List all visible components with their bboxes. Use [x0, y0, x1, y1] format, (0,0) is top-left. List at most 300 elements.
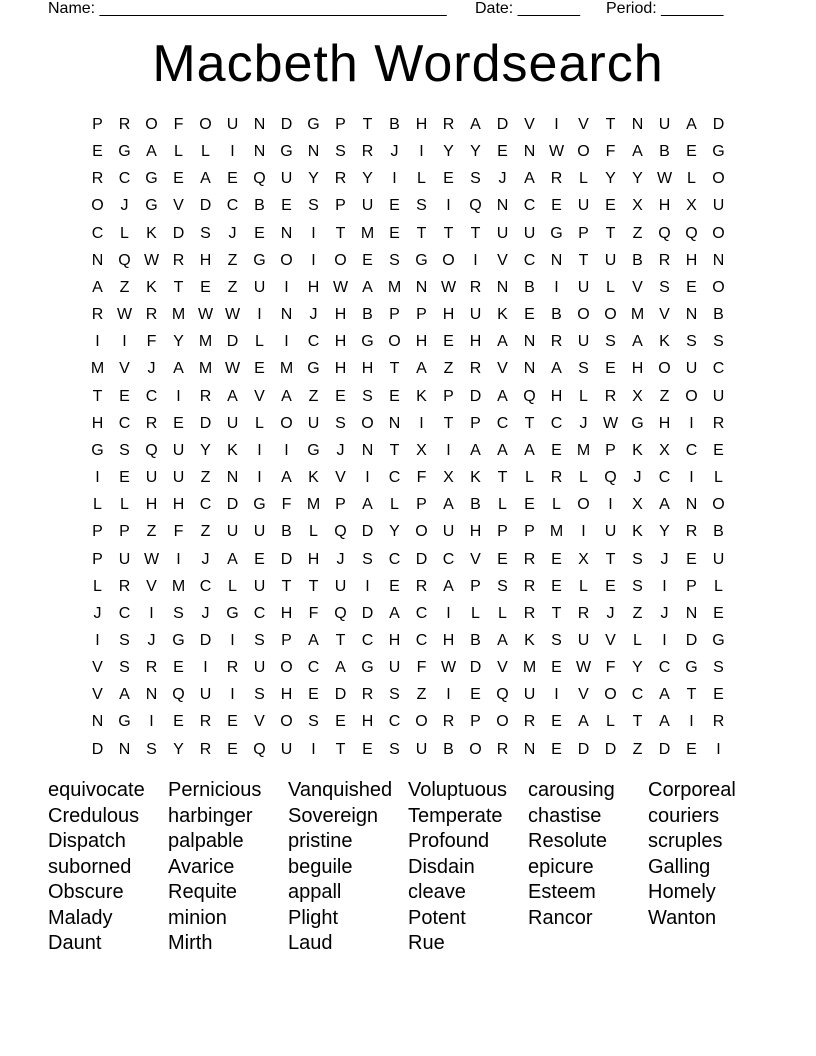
grid-letter: E	[389, 387, 400, 405]
grid-letter: K	[524, 631, 535, 649]
grid-letter: N	[145, 686, 158, 704]
grid-letter: C	[658, 469, 671, 487]
grid-letter: N	[685, 306, 698, 324]
grid-letter: B	[713, 523, 724, 541]
grid-letter: P	[92, 523, 103, 541]
grid-letter: R	[496, 740, 509, 758]
grid-letter: V	[497, 251, 508, 269]
grid-letter: D	[199, 197, 212, 215]
grid-letter: S	[605, 333, 616, 351]
grid-letter: A	[443, 496, 454, 514]
grid-letter: M	[171, 306, 186, 324]
grid-letter: C	[388, 550, 401, 568]
grid-letter: R	[91, 306, 104, 324]
grid-letter: I	[662, 631, 667, 649]
grid-letter: D	[496, 116, 509, 133]
word-bank-item: Temperate	[408, 804, 503, 827]
grid-letter: Q	[496, 686, 509, 704]
grid-letter: O	[604, 686, 617, 704]
grid-letter: B	[524, 278, 535, 296]
grid-letter: C	[388, 469, 401, 487]
grid-letter: D	[469, 659, 482, 677]
grid-letter: Z	[443, 360, 454, 378]
grid-letter: L	[498, 604, 507, 622]
grid-letter: B	[362, 306, 373, 324]
letter-grid	[84, 111, 732, 763]
grid-letter: E	[605, 360, 616, 378]
grid-letter: P	[335, 496, 346, 514]
grid-letter: C	[361, 631, 374, 649]
name-field[interactable]: Name: _______________________________________	[48, 0, 447, 17]
word-bank-item: palpable	[168, 830, 244, 852]
grid-letter: C	[199, 577, 212, 595]
grid-letter: R	[442, 713, 455, 731]
grid-letter: L	[633, 631, 642, 649]
grid-letter: C	[712, 360, 725, 378]
grid-letter: R	[469, 360, 482, 378]
grid-letter: L	[714, 469, 723, 487]
word-bank-item: Pernicious	[168, 779, 262, 801]
grid-letter: E	[227, 740, 238, 758]
grid-letter: E	[254, 224, 265, 242]
grid-letter: I	[662, 577, 667, 595]
grid-letter: T	[686, 686, 697, 704]
grid-letter: U	[172, 441, 185, 459]
grid-letter: C	[226, 197, 239, 215]
grid-letter: O	[658, 360, 671, 378]
word-bank-item: epicure	[528, 855, 594, 878]
word-bank-item: Daunt	[48, 932, 102, 954]
grid-letter: U	[469, 306, 482, 324]
grid-letter: F	[281, 496, 292, 514]
grid-letter: U	[307, 414, 320, 432]
word-bank-item: Avarice	[168, 855, 235, 878]
grid-letter: A	[470, 441, 481, 459]
grid-letter: I	[311, 251, 316, 269]
grid-letter: U	[712, 387, 725, 405]
grid-letter: N	[118, 740, 131, 758]
grid-letter: K	[416, 387, 427, 405]
grid-letter: I	[689, 469, 694, 487]
grid-letter: T	[605, 224, 616, 242]
word-bank-item: beguile	[288, 855, 353, 878]
grid-letter: A	[497, 333, 508, 351]
grid-letter: M	[198, 333, 213, 351]
grid-letter: S	[119, 659, 130, 677]
grid-letter: W	[224, 306, 241, 324]
grid-letter: H	[658, 197, 671, 215]
grid-letter: T	[551, 604, 562, 622]
grid-letter: P	[335, 197, 346, 215]
grid-letter: Q	[658, 224, 671, 242]
grid-letter: Q	[334, 604, 347, 622]
grid-letter: V	[92, 686, 103, 704]
grid-letter: K	[146, 224, 157, 242]
grid-letter: G	[253, 251, 266, 269]
grid-letter: E	[254, 550, 265, 568]
grid-letter: I	[95, 333, 100, 351]
grid-letter: W	[602, 414, 619, 432]
grid-letter: U	[712, 550, 725, 568]
grid-letter: L	[579, 170, 588, 188]
grid-letter: S	[659, 278, 670, 296]
grid-letter: L	[606, 278, 615, 296]
grid-letter: R	[226, 659, 239, 677]
grid-letter: U	[388, 659, 401, 677]
grid-letter: I	[230, 631, 235, 649]
word-bank-item: Plight	[288, 906, 339, 929]
grid-letter: U	[280, 740, 293, 758]
grid-letter: A	[281, 387, 292, 405]
grid-letter: C	[496, 414, 509, 432]
grid-letter: U	[253, 278, 266, 296]
grid-letter: E	[551, 659, 562, 677]
grid-letter: C	[442, 550, 455, 568]
word-bank-item: Rancor	[528, 906, 593, 929]
grid-letter: W	[143, 251, 160, 269]
grid-letter: S	[200, 224, 211, 242]
grid-letter: H	[334, 306, 347, 324]
word-bank-item: Profound	[408, 830, 490, 852]
grid-letter: A	[632, 143, 643, 161]
grid-letter: G	[361, 659, 374, 677]
grid-letter: D	[280, 550, 293, 568]
grid-letter: I	[689, 414, 694, 432]
grid-letter: U	[145, 469, 158, 487]
grid-letter: U	[604, 523, 617, 541]
grid-letter: X	[416, 441, 427, 459]
grid-letter: E	[713, 686, 724, 704]
grid-letter: S	[362, 387, 373, 405]
grid-letter: C	[415, 604, 428, 622]
grid-letter: V	[497, 659, 508, 677]
grid-letter: T	[443, 414, 454, 432]
grid-letter: L	[579, 387, 588, 405]
grid-letter: E	[686, 143, 697, 161]
grid-letter: S	[119, 631, 130, 649]
grid-letter: R	[118, 116, 131, 133]
grid-letter: J	[579, 414, 588, 432]
grid-letter: F	[605, 143, 616, 161]
grid-letter: W	[656, 170, 673, 188]
grid-letter: C	[523, 251, 536, 269]
grid-letter: P	[389, 306, 400, 324]
grid-letter: A	[308, 631, 319, 649]
grid-letter: G	[280, 143, 293, 161]
grid-letter: J	[498, 170, 507, 188]
grid-letter: D	[604, 740, 617, 758]
grid-letter: N	[685, 496, 698, 514]
grid-letter: E	[200, 278, 211, 296]
word-bank-item: Obscure	[48, 881, 124, 903]
grid-letter: E	[362, 251, 373, 269]
grid-letter: U	[226, 116, 239, 133]
grid-letter: T	[389, 360, 400, 378]
grid-letter: I	[392, 170, 397, 188]
grid-letter: U	[577, 631, 590, 649]
grid-letter: C	[550, 414, 563, 432]
grid-letter: X	[659, 441, 670, 459]
grid-letter: H	[415, 333, 428, 351]
grid-letter: E	[605, 577, 616, 595]
grid-letter: A	[551, 360, 562, 378]
grid-letter: G	[226, 604, 239, 622]
grid-letter: A	[200, 170, 211, 188]
grid-letter: U	[577, 333, 590, 351]
grid-letter: N	[523, 360, 536, 378]
grid-letter: A	[92, 278, 103, 296]
grid-letter: S	[416, 197, 427, 215]
grid-letter: L	[93, 577, 102, 595]
grid-letter: E	[173, 414, 184, 432]
grid-letter: R	[442, 116, 455, 133]
grid-letter: E	[713, 604, 724, 622]
grid-letter: D	[226, 333, 239, 351]
grid-letter: S	[632, 577, 643, 595]
grid-letter: I	[284, 333, 289, 351]
grid-letter: M	[387, 278, 402, 296]
word-bank-item: Vanquished	[288, 779, 393, 801]
grid-letter: A	[497, 631, 508, 649]
grid-letter: X	[443, 469, 454, 487]
grid-letter: R	[145, 659, 158, 677]
grid-letter: N	[280, 306, 293, 324]
grid-letter: Q	[334, 523, 347, 541]
grid-letter: R	[685, 523, 698, 541]
grid-letter: G	[91, 441, 104, 459]
grid-letter: I	[257, 469, 262, 487]
grid-letter: A	[659, 686, 670, 704]
word-bank-item: Esteem	[528, 881, 596, 903]
grid-letter: I	[419, 414, 424, 432]
grid-letter: D	[469, 387, 482, 405]
grid-letter: V	[578, 116, 589, 133]
grid-letter: U	[658, 116, 671, 133]
date-field[interactable]: Date: _______	[475, 0, 580, 17]
word-bank-item: Mirth	[168, 932, 213, 954]
grid-letter: O	[577, 306, 590, 324]
grid-letter: I	[419, 143, 424, 161]
grid-letter: F	[173, 116, 184, 133]
grid-letter: P	[92, 550, 103, 568]
grid-letter: T	[416, 224, 427, 242]
grid-letter: R	[712, 414, 725, 432]
grid-letter: V	[335, 469, 346, 487]
word-bank-item: appall	[288, 881, 342, 903]
grid-letter: O	[361, 414, 374, 432]
grid-letter: P	[524, 523, 535, 541]
word-bank-item: harbinger	[168, 804, 253, 827]
grid-letter: W	[440, 278, 457, 296]
grid-letter: B	[659, 143, 670, 161]
grid-letter: S	[497, 577, 508, 595]
grid-letter: T	[281, 577, 292, 595]
grid-letter: S	[389, 740, 400, 758]
grid-letter: Z	[119, 278, 130, 296]
grid-letter: V	[254, 387, 265, 405]
grid-letter: V	[173, 197, 184, 215]
grid-letter: K	[497, 306, 508, 324]
grid-letter: J	[201, 550, 210, 568]
grid-letter: I	[446, 197, 451, 215]
grid-letter: N	[91, 713, 104, 731]
grid-letter: Q	[469, 197, 482, 215]
grid-letter: Y	[200, 441, 211, 459]
grid-letter: G	[118, 143, 131, 161]
grid-letter: A	[362, 278, 373, 296]
grid-letter: S	[254, 631, 265, 649]
grid-letter: N	[631, 116, 644, 133]
grid-letter: P	[686, 577, 697, 595]
grid-letter: D	[226, 496, 239, 514]
student-info-header	[48, 0, 768, 21]
grid-letter: M	[576, 441, 591, 459]
grid-letter: H	[280, 604, 293, 622]
word-bank-item: Requite	[168, 881, 237, 903]
grid-letter: S	[254, 686, 265, 704]
grid-letter: N	[388, 414, 401, 432]
grid-letter: N	[361, 441, 374, 459]
grid-letter: S	[551, 631, 562, 649]
grid-letter: H	[388, 631, 401, 649]
grid-letter: T	[335, 740, 346, 758]
grid-letter: E	[362, 740, 373, 758]
grid-letter: U	[604, 251, 617, 269]
grid-letter: A	[659, 713, 670, 731]
grid-letter: X	[686, 197, 697, 215]
grid-letter: A	[416, 360, 427, 378]
grid-letter: P	[470, 414, 481, 432]
grid-letter: E	[443, 170, 454, 188]
grid-letter: D	[199, 414, 212, 432]
grid-letter: L	[687, 170, 696, 188]
grid-letter: E	[227, 713, 238, 731]
grid-letter: N	[253, 143, 266, 161]
grid-letter: C	[415, 631, 428, 649]
grid-letter: D	[658, 740, 671, 758]
grid-letter: H	[172, 496, 185, 514]
grid-letter: U	[118, 550, 131, 568]
grid-letter: F	[605, 659, 616, 677]
grid-letter: P	[92, 116, 103, 133]
grid-letter: A	[389, 604, 400, 622]
word-bank-item: cleave	[408, 881, 466, 903]
grid-letter: J	[201, 604, 210, 622]
grid-letter: Z	[632, 740, 643, 758]
grid-letter: L	[579, 469, 588, 487]
grid-letter: W	[224, 360, 241, 378]
grid-letter: J	[120, 197, 129, 215]
grid-letter: I	[473, 251, 478, 269]
grid-letter: R	[604, 387, 617, 405]
grid-letter: U	[523, 686, 536, 704]
grid-letter: N	[523, 143, 536, 161]
grid-letter: I	[203, 659, 208, 677]
grid-letter: D	[199, 631, 212, 649]
grid-letter: E	[524, 306, 535, 324]
grid-letter: V	[578, 686, 589, 704]
grid-letter: O	[91, 197, 104, 215]
grid-letter: S	[578, 360, 589, 378]
grid-letter: R	[550, 333, 563, 351]
period-field[interactable]: Period: _______	[606, 0, 724, 17]
grid-letter: N	[550, 251, 563, 269]
word-bank	[48, 778, 768, 957]
word-bank-item: Wanton	[648, 906, 717, 929]
grid-letter: R	[415, 577, 428, 595]
grid-letter: R	[334, 170, 347, 188]
grid-letter: T	[308, 577, 319, 595]
grid-letter: C	[523, 197, 536, 215]
grid-letter: L	[201, 143, 210, 161]
grid-letter: F	[416, 659, 427, 677]
grid-letter: H	[415, 116, 428, 133]
grid-letter: E	[173, 170, 184, 188]
grid-letter: A	[632, 333, 643, 351]
grid-letter: G	[172, 631, 185, 649]
grid-letter: U	[496, 224, 509, 242]
grid-letter: L	[552, 496, 561, 514]
grid-letter: U	[442, 523, 455, 541]
grid-letter: V	[470, 550, 481, 568]
grid-letter: R	[145, 414, 158, 432]
grid-letter: U	[523, 224, 536, 242]
grid-letter: E	[443, 333, 454, 351]
grid-letter: I	[149, 604, 154, 622]
grid-letter: N	[496, 278, 509, 296]
grid-letter: O	[712, 278, 725, 296]
grid-letter: D	[685, 631, 698, 649]
grid-letter: J	[336, 441, 345, 459]
grid-letter: S	[713, 333, 724, 351]
grid-letter: O	[496, 713, 509, 731]
grid-letter: A	[362, 496, 373, 514]
grid-letter: E	[173, 659, 184, 677]
word-bank-item: Voluptuous	[408, 779, 507, 801]
grid-letter: T	[497, 469, 508, 487]
grid-letter: N	[523, 333, 536, 351]
grid-letter: D	[712, 116, 725, 133]
grid-letter: S	[173, 604, 184, 622]
grid-letter: P	[119, 523, 130, 541]
grid-letter: G	[118, 713, 131, 731]
grid-letter: E	[173, 713, 184, 731]
grid-letter: A	[524, 170, 535, 188]
grid-letter: H	[280, 686, 293, 704]
grid-letter: U	[685, 360, 698, 378]
grid-letter: E	[389, 577, 400, 595]
grid-letter: T	[605, 116, 616, 133]
grid-letter: E	[551, 441, 562, 459]
grid-letter: B	[470, 631, 481, 649]
grid-letter: J	[660, 550, 669, 568]
grid-letter: Z	[227, 278, 238, 296]
grid-letter: I	[257, 441, 262, 459]
word-bank-item: Sovereign	[288, 804, 379, 827]
grid-letter: E	[227, 170, 238, 188]
grid-letter: V	[605, 631, 616, 649]
grid-letter: Y	[632, 170, 643, 188]
grid-letter: G	[631, 414, 644, 432]
grid-letter: I	[446, 686, 451, 704]
grid-letter: A	[524, 441, 535, 459]
grid-letter: L	[579, 577, 588, 595]
grid-letter: V	[659, 306, 670, 324]
grid-letter: G	[253, 496, 266, 514]
grid-letter: I	[95, 631, 100, 649]
grid-letter: O	[577, 143, 590, 161]
grid-letter: Z	[200, 469, 211, 487]
